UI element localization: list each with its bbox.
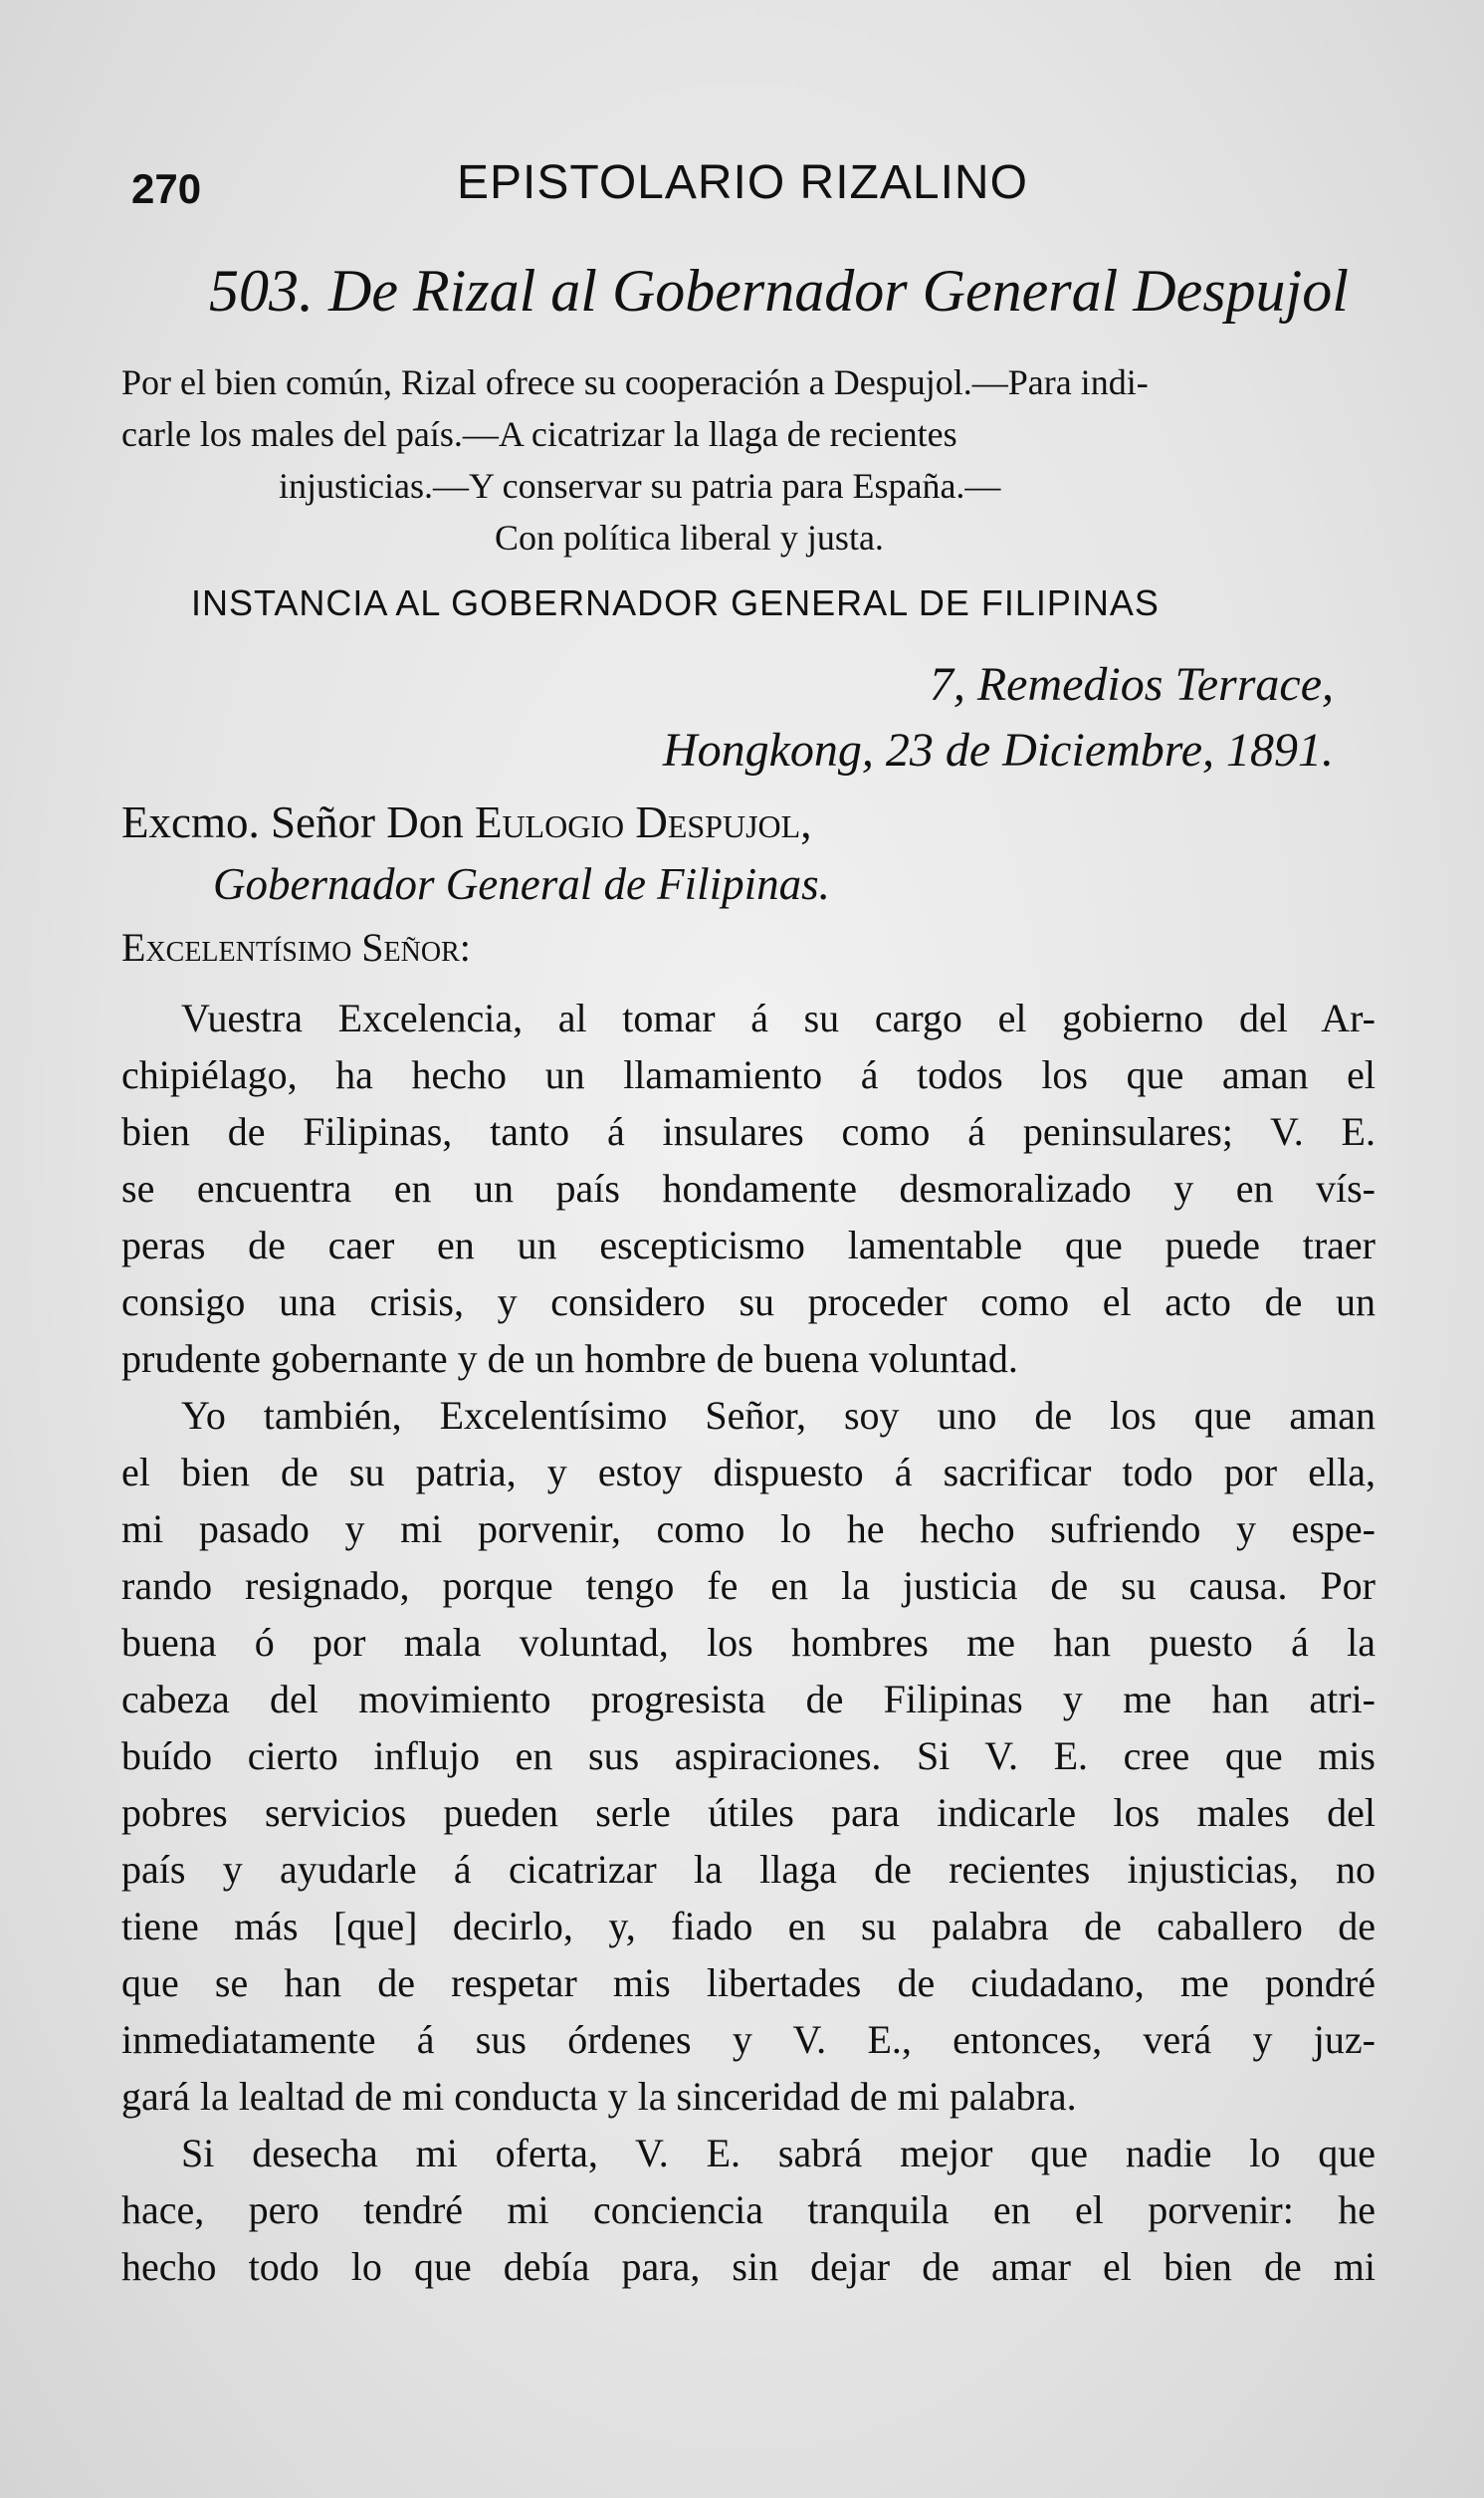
body-line: rando resignado, porque tengo fe en la justicia de su causa. Por [121, 1563, 1376, 1608]
summary-line: Con política liberal y justa. [495, 518, 884, 558]
body-line: buena ó por mala voluntad, los hombres me han puesto á la [121, 1620, 1376, 1665]
body-line: mi pasado y mi porvenir, como lo he hecho sufriendo y espe- [121, 1506, 1376, 1551]
section-heading: INSTANCIA AL GOBERNADOR GENERAL DE FILIPINAS [191, 582, 1160, 623]
body-line: bien de Filipinas, tanto á insulares como á peninsulares; V. E. [121, 1109, 1376, 1154]
recipient-prefix: Excmo. Señor Don [121, 797, 475, 847]
body-line: consigo una crisis, y considero su proceder como el acto de un [121, 1279, 1376, 1324]
body-line: país y ayudarle á cicatrizar la llaga de recientes injusticias, no [121, 1847, 1376, 1892]
body-line: cabeza del movimiento progresista de Filipinas y me han atri- [121, 1677, 1376, 1721]
recipient-title: Gobernador General de Filipinas. [213, 859, 830, 909]
recipient-name-line [121, 792, 830, 853]
body-line: tiene más [que] decirlo, y, fiado en su palabra de caballero de [121, 1904, 1376, 1948]
summary-line: Por el bien común, Rizal ofrece su cooperación a Despujol.—Para indi- [121, 362, 1149, 402]
body-line: Vuestra Excelencia, al tomar á su cargo el gobierno del Ar- [181, 996, 1376, 1040]
body-line: el bien de su patria, y estoy dispuesto á sacrificar todo por ella, [121, 1450, 1376, 1494]
body-line: gará la lealtad de mi conducta y la sinceridad de mi palabra. [121, 2074, 1077, 2119]
letter-title: 503. De Rizal al Gobernador General Despujol [209, 258, 1349, 324]
sender-address [617, 652, 1334, 784]
body-line: hace, pero tendré mi conciencia tranquila en el porvenir: he [121, 2187, 1376, 2232]
address-date-line: Hongkong, 23 de Diciembre, 1891. [662, 724, 1334, 777]
body-line: se encuentra en un país hondamente desmoralizado y en vís- [121, 1166, 1376, 1211]
body-line: prudente gobernante y de un hombre de buena voluntad. [121, 1336, 1018, 1381]
body-line: pobres servicios pueden serle útiles para indicarle los males del [121, 1790, 1376, 1835]
summary-line: injusticias.—Y conservar su patria para España.— [279, 466, 1001, 506]
body-line: buído cierto influjo en sus aspiraciones. Si V. E. cree que mis [121, 1733, 1376, 1778]
letter-body [121, 990, 1376, 2295]
recipient-name: Eulogio Despujol, [474, 797, 812, 847]
body-line: chipiélago, ha hecho un llamamiento á todos los que aman el [121, 1052, 1376, 1097]
body-line: peras de caer en un escepticismo lamentable que puede traer [121, 1223, 1376, 1267]
body-line: inmediatamente á sus órdenes y V. E., entonces, verá y juz- [121, 2017, 1376, 2062]
body-line: Si desecha mi oferta, V. E. sabrá mejor que nadie lo que [181, 2131, 1376, 2175]
letter-summary [121, 356, 1316, 564]
body-line: Yo también, Excelentísimo Señor, soy uno de los que aman [181, 1393, 1376, 1438]
page-number: 270 [131, 165, 202, 212]
running-head: EPISTOLARIO RIZALINO [457, 156, 1028, 209]
body-line: que se han de respetar mis libertades de ciudadano, me pondré [121, 1960, 1376, 2005]
recipient-block [121, 792, 830, 915]
page-header [121, 147, 1376, 217]
body-line: hecho todo lo que debía para, sin dejar de amar el bien de mi [121, 2244, 1376, 2289]
summary-line: carle los males del país.—A cicatrizar la llaga de recientes [121, 414, 957, 454]
salutation: Excelentísimo Señor: [121, 925, 471, 970]
address-line: 7, Remedios Terrace, [929, 658, 1334, 711]
